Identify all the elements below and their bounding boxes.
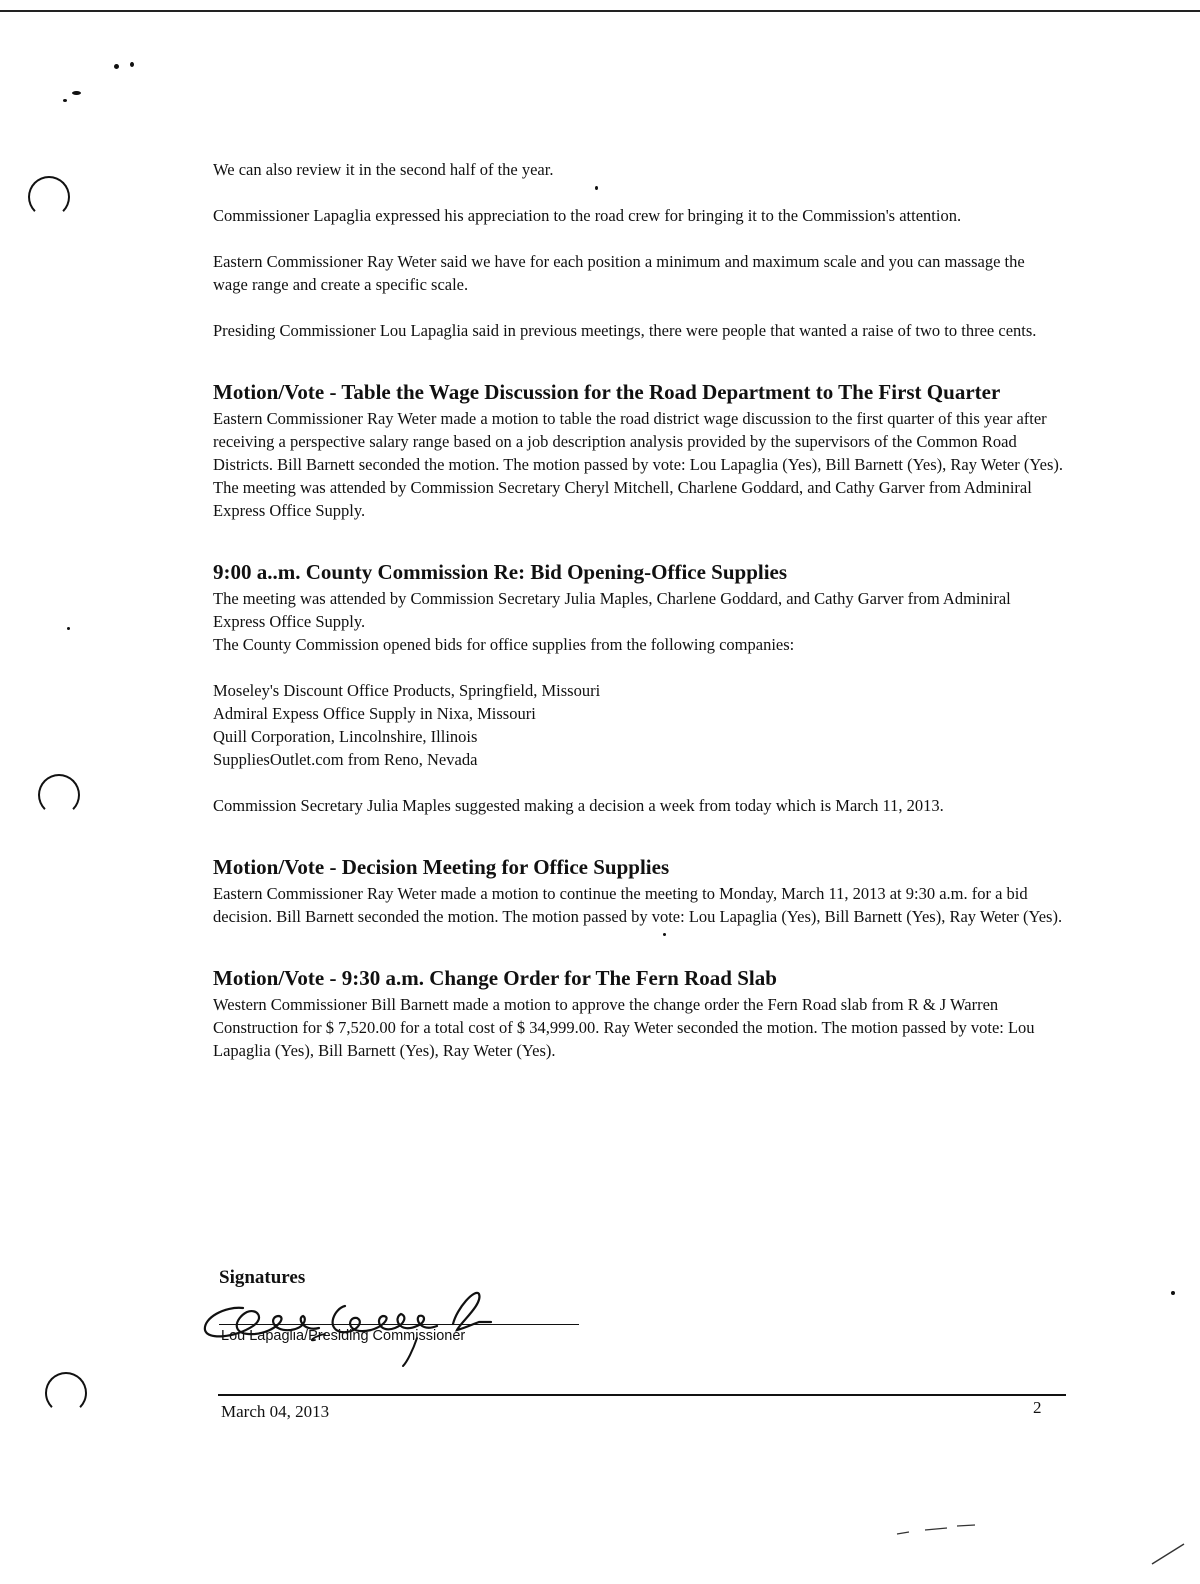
list-item: Admiral Expess Office Supply in Nixa, Missouri xyxy=(213,704,536,723)
scan-speck xyxy=(72,91,81,95)
paragraph-appreciation: Commissioner Lapaglia expressed his appreciation to the road crew for bringing it to the Commission's attention. xyxy=(213,206,962,225)
section-body: Commission Secretary Julia Maples suggested making a decision a week from today which is March 11, 2013. xyxy=(213,796,944,815)
scan-speck xyxy=(63,99,67,102)
section-heading: 9:00 a..m. County Commission Re: Bid Opening-Office Supplies xyxy=(213,560,788,584)
punch-hole-mark xyxy=(28,176,70,218)
minutes-body xyxy=(213,158,1063,1062)
signature-line xyxy=(219,1324,579,1325)
page-number: 2 xyxy=(1033,1398,1042,1417)
list-item: Moseley's Discount Office Products, Springfield, Missouri xyxy=(213,681,601,700)
company-list xyxy=(213,679,1063,771)
scan-speck xyxy=(1171,1291,1175,1295)
signatures-heading: Signatures xyxy=(219,1267,306,1288)
section-change-order xyxy=(213,964,1063,1062)
section-heading: Motion/Vote - 9:30 a.m. Change Order for The Fern Road Slab xyxy=(213,966,777,990)
list-item: SuppliesOutlet.com from Reno, Nevada xyxy=(213,750,478,769)
section-heading: Motion/Vote - Decision Meeting for Office Supplies xyxy=(213,855,670,879)
paragraph-review: We can also review it in the second half of the year. xyxy=(213,160,554,179)
scan-speck xyxy=(67,627,70,630)
section-body: Eastern Commissioner Ray Weter made a motion to table the road district wage discussion to the first quarter of this year after receiving a perspective salary range based on a job description analysis provided by the supervisors of the Common Road Districts. Bill Barnett seconded the motion. The motion passed by vote: Lou Lapaglia (Yes), Bill Barnett (Yes), Ray Weter (Yes). The meeting was attended by Commission Secretary Cheryl Mitchell, Charlene Goddard, and Cathy Garver from Adminiral Express Office Supply. xyxy=(213,409,1063,520)
section-heading: Motion/Vote - Table the Wage Discussion for the Road Department to The First Quarter xyxy=(213,380,1001,404)
paragraph-raise: Presiding Commissioner Lou Lapaglia said in previous meetings, there were people that wanted a raise of two to three cents. xyxy=(213,321,1037,340)
section-decision-meeting xyxy=(213,853,1063,928)
list-item: Quill Corporation, Lincolnshire, Illinois xyxy=(213,727,478,746)
section-table-wage-discussion xyxy=(213,378,1063,522)
footer-date: March 04, 2013 xyxy=(221,1402,330,1421)
scan-scribble xyxy=(1150,1538,1190,1568)
scan-scribble xyxy=(895,1520,985,1540)
scan-speck xyxy=(114,64,119,69)
punch-hole-mark xyxy=(38,774,80,816)
section-body: The meeting was attended by Commission Secretary Julia Maples, Charlene Goddard, and Cathy Garver from Adminiral Express Office Supply. xyxy=(213,589,1011,631)
section-body: Eastern Commissioner Ray Weter made a motion to continue the meeting to Monday, March 11, 2013 at 9:30 a.m. for a bid decision. Bill Barnett seconded the motion. The motion passed by vote: Lou Lapaglia (Yes), Bill Barnett (Yes), Ray Weter (Yes). xyxy=(213,884,1063,926)
top-border-line xyxy=(0,10,1200,12)
section-body: The County Commission opened bids for office supplies from the following companies: xyxy=(213,635,795,654)
signature-block xyxy=(219,1266,599,1366)
section-bid-opening xyxy=(213,558,1063,817)
handwritten-signature xyxy=(195,1278,555,1368)
paragraph-wage-scale: Eastern Commissioner Ray Weter said we have for each position a minimum and maximum scale and you can massage the wage range and create a specific scale. xyxy=(213,252,1025,294)
footer-rule xyxy=(218,1394,1066,1396)
section-body: Western Commissioner Bill Barnett made a motion to approve the change order the Fern Road slab from R & J Warren Construction for $ 7,520.00 for a total cost of $ 34,999.00. Ray Weter seconded the motion. The motion passed by vote: Lou Lapaglia (Yes), Bill Barnett (Yes), Ray Weter (Yes). xyxy=(213,995,1035,1060)
scan-speck xyxy=(130,62,134,67)
punch-hole-mark xyxy=(45,1372,87,1414)
signature-caption: Lou Lapaglia/Presiding Commissioner xyxy=(221,1328,466,1344)
